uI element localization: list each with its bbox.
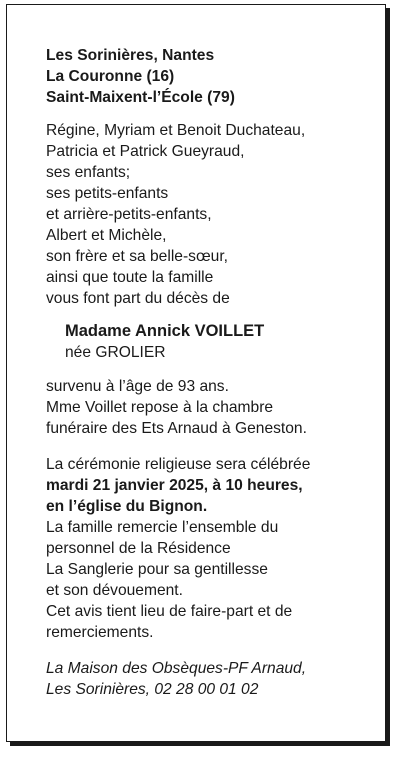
thanks-line: et son dévouement. [46, 582, 183, 599]
notice-content [46, 45, 382, 700]
family-line: son frère et sa belle-sœur, [46, 248, 229, 265]
thanks-line: personnel de la Résidence [46, 540, 231, 557]
details-block [46, 376, 382, 439]
ceremony-date-time: mardi 21 janvier 2025, à 10 heures, [46, 477, 303, 494]
family-line: Patricia et Patrick Gueyraud, [46, 143, 245, 160]
locations-block [46, 45, 382, 108]
family-line: Albert et Michèle, [46, 227, 167, 244]
thanks-block [46, 517, 382, 643]
thanks-line: remerciements. [46, 624, 154, 641]
details-line: funéraire des Ets Arnaud à Geneston. [46, 420, 307, 437]
ceremony-block [46, 454, 382, 517]
details-line: survenu à l’âge de 93 ans. [46, 378, 229, 395]
obituary-notice [6, 4, 386, 742]
thanks-line: La famille remercie l’ensemble du [46, 519, 279, 536]
details-line: Mme Voillet repose à la chambre [46, 399, 274, 416]
family-block [46, 120, 382, 309]
funeral-home-name: La Maison des Obsèques-PF Arnaud, [46, 660, 307, 677]
deceased-maiden-name: née GROLIER [65, 344, 166, 361]
thanks-line: Cet avis tient lieu de faire-part et de [46, 603, 293, 620]
deceased-block [46, 321, 382, 363]
location-line: La Couronne (16) [46, 68, 175, 85]
location-line: Les Sorinières, Nantes [46, 47, 215, 64]
family-line: Régine, Myriam et Benoit Duchateau, [46, 122, 306, 139]
thanks-line: La Sanglerie pour sa gentillesse [46, 561, 268, 578]
family-line: ainsi que toute la famille [46, 269, 214, 286]
funeral-home-block [46, 658, 382, 700]
family-line: ses petits-enfants [46, 185, 169, 202]
family-line: ses enfants; [46, 164, 131, 181]
deceased-name: Madame Annick VOILLET [65, 322, 265, 340]
family-line: et arrière-petits-enfants, [46, 206, 212, 223]
funeral-home-contact: Les Sorinières, 02 28 00 01 02 [46, 681, 259, 698]
ceremony-intro: La cérémonie religieuse sera célébrée [46, 456, 311, 473]
location-line: Saint-Maixent-l’École (79) [46, 89, 235, 106]
ceremony-place: en l’église du Bignon. [46, 498, 208, 515]
family-line: vous font part du décès de [46, 290, 230, 307]
